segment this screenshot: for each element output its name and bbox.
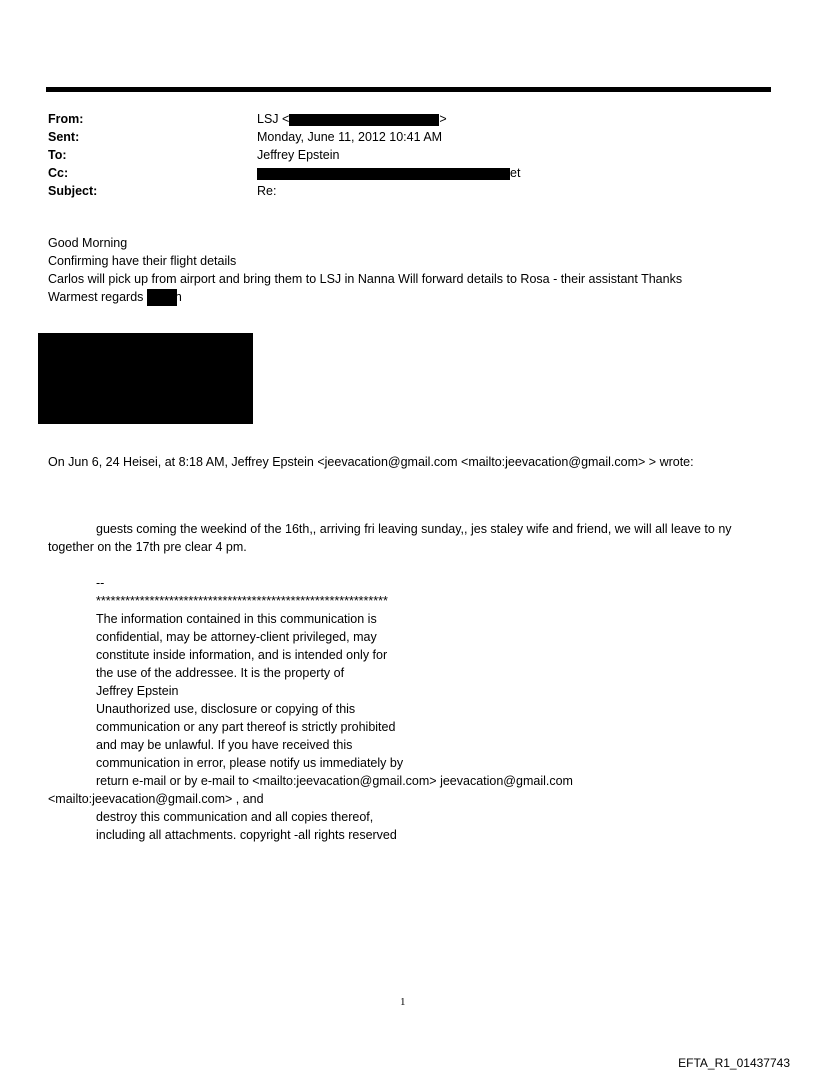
disclaimer-line: communication in error, please notify us immediately by [96,756,404,770]
disclaimer-line: the use of the addressee. It is the property of [96,666,345,680]
disclaimer-line: confidential, may be attorney-client privileged, may [96,630,377,644]
to-label: To: [48,148,67,162]
disclaimer-line: constitute inside information, and is intended only for [96,648,388,662]
from-value-end: > [439,112,447,126]
closing-text: Warmest regards [48,290,144,304]
from-row [48,110,748,128]
sig-dashes: -- [96,576,105,590]
sent-label: Sent: [48,130,80,144]
disclaimer-line: destroy this communication and all copies thereof, [96,810,374,824]
cc-value-end: et [510,166,521,180]
from-label: From: [48,112,84,126]
to-row [48,146,748,164]
redaction-bar [147,289,177,306]
disclaimer-line: including all attachments. copyright -all rights reserved [96,828,397,842]
disclaimer-line: Jeffrey Epstein [96,684,179,698]
disclaimer-line: communication or any part thereof is strictly prohibited [96,720,396,734]
message-body [48,234,768,306]
to-value: Jeffrey Epstein [257,148,340,162]
body-line: Confirming have their flight details [48,254,237,268]
disclaimer-line: return e-mail or by e-mail to <mailto:jeevacation@gmail.com> jeevacation@gmail.com [96,774,573,788]
closing-line [48,288,768,306]
sig-stars: ************************************************************ [96,594,388,608]
disclaimer-line: Unauthorized use, disclosure or copying of this [96,702,356,716]
redaction-bar [257,168,510,180]
page-number: 1 [400,996,406,1008]
header-rule [46,87,771,92]
sent-value: Monday, June 11, 2012 10:41 AM [257,130,443,144]
from-value-text: LSJ < [257,112,290,126]
quoted-message [48,520,758,556]
cc-label: Cc: [48,166,69,180]
subject-value: Re: [257,184,277,198]
sent-row [48,128,748,146]
disclaimer-line: <mailto:jeevacation@gmail.com> , and [48,792,264,806]
subject-row [48,182,748,200]
greeting: Good Morning [48,236,128,250]
quoted-text: guests coming the weekind of the 16th,, arriving fri leaving sunday,, jes staley wife and friend, we will all leave to ny together on the 17th pre clear 4 pm. [48,522,732,554]
redaction-block [38,333,253,424]
quoted-attribution: On Jun 6, 24 Heisei, at 8:18 AM, Jeffrey Epstein <jeevacation@gmail.com <mailto:jeevacation@gmail.com> > wrote: [48,455,694,469]
disclaimer-line: The information contained in this communication is [96,612,377,626]
closing-end: n [174,290,182,304]
disclaimer-line: and may be unlawful. If you have received this [96,738,353,752]
body-line: Carlos will pick up from airport and bring them to LSJ in Nanna Will forward details to Rosa - their assistant Thanks [48,272,683,286]
from-value [257,110,447,128]
subject-label: Subject: [48,184,98,198]
cc-value [257,164,520,182]
disclaimer-block [48,574,768,844]
redaction-bar [289,114,439,126]
email-header [48,110,748,200]
document-id: EFTA_R1_01437743 [678,1056,790,1070]
cc-row [48,164,748,182]
